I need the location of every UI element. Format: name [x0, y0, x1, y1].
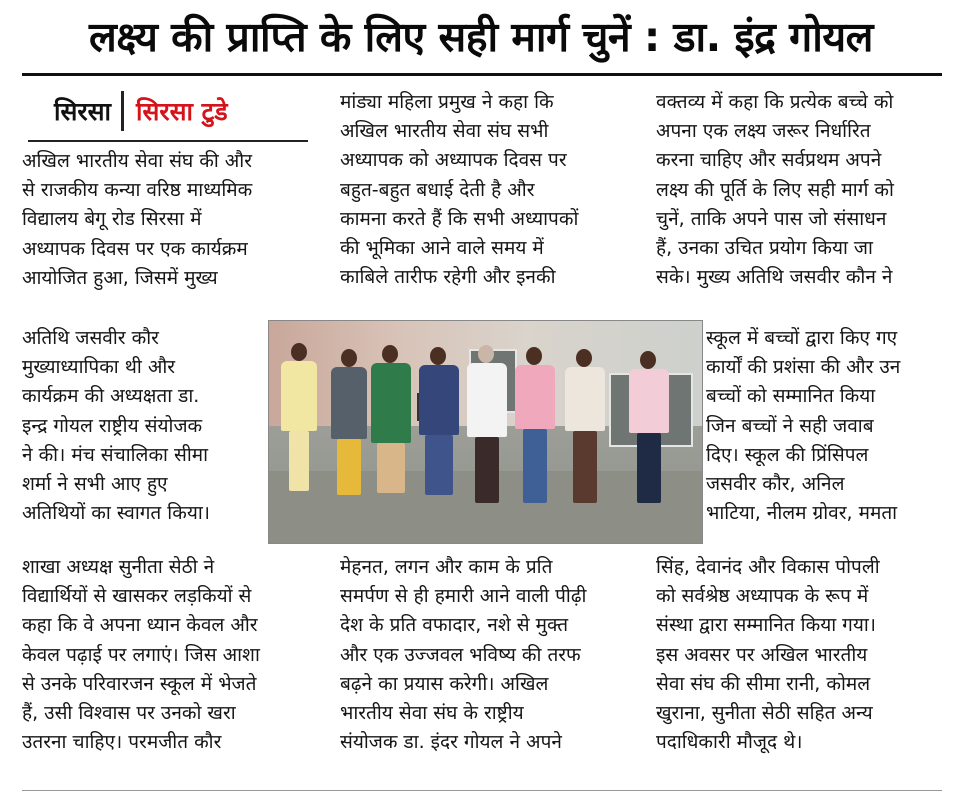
headline-rule [22, 73, 942, 76]
column-3-middle [706, 324, 944, 528]
text-line: समर्पण से ही हमारी आने वाली पीढ़ी [340, 585, 587, 608]
text-line: उतरना चाहिए। परमजीत कौर [22, 731, 222, 754]
text-line: दिए। स्कूल की प्रिंसिपल [706, 443, 869, 466]
text-line: बढ़ने का प्रयास करेगी। अखिल [340, 672, 549, 695]
text-line: हैं, उसी विश्वास पर उनको खरा [22, 702, 236, 725]
text-line: अखिल भारतीय सेवा संघ सभी [340, 120, 549, 143]
article-headline: लक्ष्य की प्राप्ति के लिए सही मार्ग चुनें : डा. इंद्र गोयल [89, 13, 873, 61]
text-line: वक्तव्य में कहा कि प्रत्येक बच्चे को [656, 91, 894, 113]
text-line: देश के प्रति वफादार, नशे से मुक्त [340, 614, 569, 637]
text-line: अखिल भारतीय सेवा संघ की और [22, 150, 253, 172]
text-line: करना चाहिए और सर्वप्रथम अपने [656, 149, 882, 172]
bottom-rule [22, 790, 942, 791]
text-line: भारतीय सेवा संघ के राष्ट्रीय [340, 702, 524, 725]
text-line: केवल पढ़ाई पर लगाएं। जिस आशा [22, 643, 260, 666]
text-line: आयोजित हुआ, जिसमें मुख्य [22, 266, 218, 289]
text-line: इस अवसर पर अखिल भारतीय [656, 643, 868, 666]
text-line: मेहनत, लगन और काम के प्रति [340, 556, 553, 578]
bureau-underline [28, 140, 308, 142]
text-line: संयोजक डा. इंदर गोयल ने अपने [340, 731, 562, 754]
text-line: विद्यार्थियों से खासकर लड़कियों से [22, 585, 252, 608]
text-line: अपना एक लक्ष्य जरूर निर्धारित [656, 120, 871, 143]
text-line: से उनके परिवारजन स्कूल में भेजते [22, 672, 257, 695]
bureau-tag [54, 88, 324, 134]
text-line: अध्यापक दिवस पर एक कार्यक्रम [22, 237, 248, 260]
text-line: बहुत-बहुत बधाई देती है और [340, 178, 535, 201]
bureau-separator [121, 91, 124, 131]
text-line: इन्द्र गोयल राष्ट्रीय संयोजक [22, 414, 203, 437]
text-line: अध्यापक को अध्यापक दिवस पर [340, 149, 567, 172]
column-3-bottom [656, 553, 944, 757]
text-line: पदाधिकारी मौजूद थे। [656, 731, 803, 754]
text-line: सके। मुख्य अतिथि जसवीर कौन ने [656, 266, 893, 289]
text-line: अतिथियों का स्वागत किया। [22, 502, 210, 525]
text-line: चुनें, ताकि अपने पास जो संसाधन [656, 207, 887, 230]
text-line: विद्यालय बेगू रोड सिरसा में [22, 208, 202, 231]
bureau-reporter: सिरसा टुडे [135, 97, 228, 126]
text-line: कामना करते हैं कि सभी अध्यापकों [340, 207, 579, 230]
text-line: जिन बच्चों ने सही जवाब [706, 414, 874, 437]
text-line: कार्यों की प्रशंसा की और उन [706, 356, 901, 379]
text-line: संस्था द्वारा सम्मानित किया गया। [656, 614, 877, 637]
column-1-top [22, 147, 310, 293]
text-line: जसवीर कौर, अनिल [706, 473, 845, 496]
column-1-middle [22, 324, 260, 528]
text-line: भाटिया, नीलम ग्रोवर, ममता [706, 502, 898, 525]
text-line: स्कूल में बच्चों द्वारा किए गए [706, 327, 898, 349]
text-line: बच्चों को सम्मानित किया [706, 385, 876, 408]
column-3-top [656, 88, 944, 292]
bureau-city: सिरसा [54, 97, 111, 126]
text-line: ने की। मंच संचालिका सीमा [22, 443, 209, 466]
text-line: काबिले तारीफ रहेगी और इनकी [340, 266, 556, 289]
text-line: हैं, उनका उचित प्रयोग किया जा [656, 237, 873, 260]
text-line: लक्ष्य की पूर्ति के लिए सही मार्ग को [656, 178, 894, 201]
text-line: शर्मा ने सभी आए हुए [22, 473, 168, 496]
text-line: सेवा संघ की सीमा रानी, कोमल [656, 672, 871, 695]
text-line: अतिथि जसवीर कौर [22, 327, 159, 349]
text-line: शाखा अध्यक्ष सुनीता सेठी ने [22, 556, 215, 578]
text-line: खुराना, सुनीता सेठी सहित अन्य [656, 702, 873, 725]
text-line: को सर्वश्रेष्ठ अध्यापक के रूप में [656, 585, 869, 608]
text-line: की भूमिका आने वाले समय में [340, 237, 544, 260]
text-line: से राजकीय कन्या वरिष्ठ माध्यमिक [22, 179, 253, 202]
column-2-top [340, 88, 628, 292]
text-line: कहा कि वे अपना ध्यान केवल और [22, 614, 258, 637]
text-line: मांड्या महिला प्रमुख ने कहा कि [340, 91, 554, 113]
text-line: मुख्याध्यापिका थी और [22, 356, 176, 379]
text-line: कार्यक्रम की अध्यक्षता डा. [22, 385, 200, 408]
event-photo [268, 320, 703, 544]
text-line: सिंह, देवानंद और विकास पोपली [656, 556, 880, 578]
column-2-bottom [340, 553, 628, 757]
text-line: और एक उज्जवल भविष्य की तरफ [340, 643, 581, 666]
column-1-bottom [22, 553, 310, 757]
